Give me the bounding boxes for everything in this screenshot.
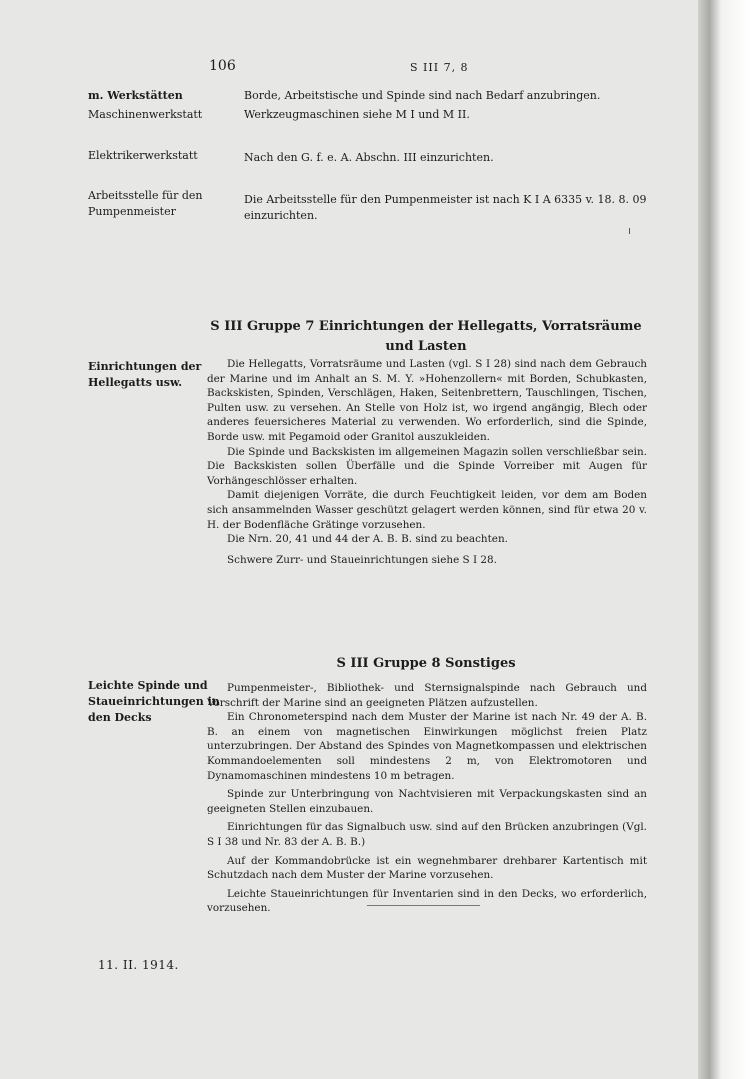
- section-signature: S III 7, 8: [410, 61, 469, 74]
- pump-master-label-line-2: Pumpenmeister: [88, 205, 176, 218]
- document-date: 11. II. 1914.: [98, 958, 179, 972]
- group8-paragraph: Pumpenmeister-, Bibliothek- und Sternsignalspinde nach Gebrauch und Vorschrift der Marine sind an geeigneten Plätzen aufzustellen.: [207, 682, 647, 709]
- workshops-label: m. Werkstätten: [88, 89, 183, 102]
- group7-side-label-line-1: Einrichtungen der: [88, 360, 202, 373]
- group7-heading-line-1: S III Gruppe 7 Einrichtungen der Hellegatts, Vorratsräume: [210, 319, 642, 334]
- group8-side-label-line-1: Leichte Spinde und: [88, 679, 208, 692]
- group7-side-label: [88, 359, 201, 391]
- margin-mark: [629, 228, 630, 234]
- group7-heading-line-2: und Lasten: [385, 339, 467, 354]
- page-number: 106: [209, 58, 236, 74]
- group8-paragraph: Auf der Kommandobrücke ist ein wegnehmbarer drehbarer Kartentisch mit Schutzdach nach dem Muster der Marine vorzusehen.: [207, 854, 647, 882]
- group8-paragraph: Ein Chronometerspind nach dem Muster der Marine ist nach Nr. 49 der A. B. B. an einem von magnetischen Einwirkungen möglichst freien Platz unterzubringen. Der Abstand des Spindes von Magnetkompassen und elektrischen Kommandoelementen soll mindestens 2 m, von Elektromotoren und Dynamomaschinen mindestens 10 m betragen.: [207, 711, 647, 782]
- group8-side-label-line-2: Staueinrichtungen in: [88, 695, 220, 708]
- group7-heading: [205, 317, 647, 357]
- group8-paragraph: Spinde zur Unterbringung von Nachtvisieren mit Verpackungskasten sind an geeigneten Stellen einzubauen.: [207, 788, 647, 815]
- group8-body: [207, 681, 647, 916]
- group8-heading: S III Gruppe 8 Sonstiges: [336, 656, 516, 671]
- machine-workshop-label: Maschinenwerkstatt: [88, 108, 203, 121]
- group8-side-label-line-3: den Decks: [88, 711, 152, 724]
- group7-paragraph: Die Spinde und Backskisten im allgemeinen Magazin sollen verschließbar sein. Die Backskisten sollen Überfälle und die Spinde Vorreiber mit Augen für Vorhängeschlösser erhalten.: [207, 445, 647, 487]
- group8-paragraph: Einrichtungen für das Signalbuch usw. sind auf den Brücken anzubringen (Vgl. S I 38 und Nr. 83 der A. B. B.): [207, 821, 647, 848]
- group7-paragraph: Damit diejenigen Vorräte, die durch Feuchtigkeit leiden, vor dem am Boden sich ansammelnden Wasser geschützt gelagert werden können, sind für etwa 20 v. H. der Bodenfläche Grätinge vorzusehen.: [207, 489, 647, 531]
- book-gutter: [698, 0, 750, 1079]
- group7-body: [207, 357, 647, 567]
- pump-master-label: [88, 188, 203, 220]
- group7-side-label-line-2: Hellegatts usw.: [88, 376, 183, 389]
- electrician-workshop-label: Elektrikerwerkstatt: [88, 149, 198, 162]
- workshops-text: Borde, Arbeitstische und Spinde sind nach Bedarf anzubringen.: [244, 89, 601, 102]
- section-divider: [367, 905, 480, 906]
- group8-paragraph: Leichte Staueinrichtungen für Inventarien sind in den Decks, wo erforderlich, vorzusehen.: [207, 887, 647, 915]
- machine-workshop-text: Werkzeugmaschinen siehe M I und M II.: [244, 108, 470, 121]
- group7-paragraph: Die Nrn. 20, 41 und 44 der A. B. B. sind zu beachten.: [227, 533, 508, 546]
- group8-side-label: [88, 678, 220, 726]
- pump-master-label-line-1: Arbeitsstelle für den: [88, 189, 203, 202]
- group7-paragraph: Schwere Zurr- und Staueinrichtungen siehe S I 28.: [227, 553, 497, 566]
- electrician-workshop-text: Nach den G. f. e. A. Abschn. III einzurichten.: [244, 151, 494, 164]
- group7-paragraph: Die Hellegatts, Vorratsräume und Lasten (vgl. S I 28) sind nach dem Gebrauch der Marine und im Anhalt an S. M. Y. »Hohenzollern« mit Borden, Schubkasten, Backskisten, Spinden, Verschlägen, Haken, Seitenbrettern, Tauschlingen, Tischen, Pulten usw. zu versehen. An Stelle von Holz ist, wo irgend angängig, Blech oder anderes feuersicheres Material zu verwenden. Wo erforderlich, sind die Spinde, Borde usw. mit Pegamoid oder Granitol auszukleiden.: [207, 358, 647, 443]
- pump-master-text: Die Arbeitsstelle für den Pumpenmeister ist nach K I A 6335 v. 18. 8. 09 einzurichten.: [244, 193, 647, 222]
